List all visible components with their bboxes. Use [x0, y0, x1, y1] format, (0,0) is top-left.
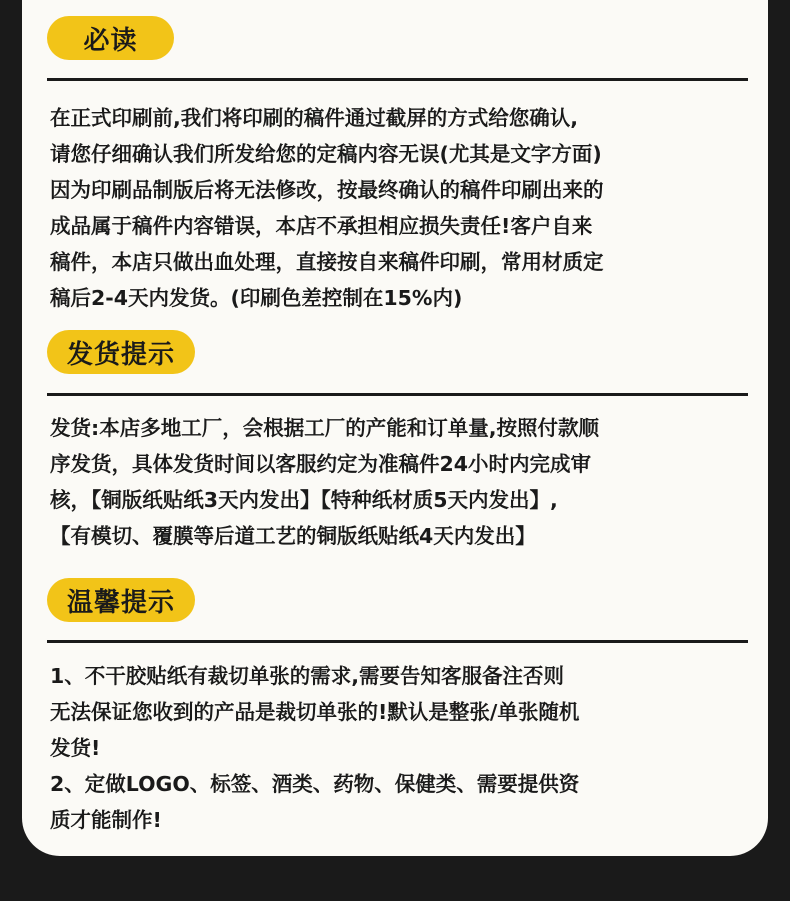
paragraph-line: 2、定做LOGO、标签、酒类、药物、保健类、需要提供资: [50, 772, 580, 796]
section-title-text: 温馨提示: [66, 587, 175, 618]
paragraph-line: 在正式印刷前,我们将印刷的稿件通过截屏的方式给您确认,: [50, 106, 579, 130]
paragraph-line: 发货:本店多地工厂，会根据工厂的产能和订单量,按照付款顺: [50, 416, 599, 440]
section-divider: [47, 78, 748, 81]
paragraph-line: 稿件，本店只做出血处理，直接按自来稿件印刷，常用材质定: [50, 250, 604, 274]
section-divider: [47, 640, 748, 643]
paragraph-line: 成品属于稿件内容错误，本店不承担相应损失责任!客户自来: [50, 214, 593, 238]
section-title-must-read: [47, 16, 174, 60]
section-title-text: 发货提示: [66, 339, 175, 370]
paragraph-line: 稿后2-4天内发货。(印刷色差控制在15%内): [50, 286, 463, 310]
section-divider: [47, 393, 748, 396]
paragraph-line: 请您仔细确认我们所发给您的定稿内容无误(尤其是文字方面): [50, 142, 602, 166]
paragraph-line: 核，【铜版纸贴纸3天内发出】【特种纸材质5天内发出】,: [50, 488, 558, 512]
shipping-notice-paragraph: [50, 410, 750, 554]
paragraph-line: 质才能制作!: [50, 808, 162, 832]
paragraph-line: 因为印刷品制版后将无法修改，按最终确认的稿件印刷出来的: [50, 178, 604, 202]
paragraph-line: 无法保证您收到的产品是裁切单张的!默认是整张/单张随机: [50, 700, 580, 724]
kind-reminder-paragraph: [50, 658, 750, 838]
paragraph-line: 发货!: [50, 736, 101, 760]
paragraph-line: 1、不干胶贴纸有裁切单张的需求,需要告知客服备注否则: [50, 664, 565, 688]
must-read-paragraph: [50, 100, 750, 316]
section-title-text: 必读: [83, 25, 138, 56]
paragraph-line: 【有模切、覆膜等后道工艺的铜版纸贴纸4天内发出】: [50, 524, 536, 548]
section-title-shipping-notice: [47, 330, 195, 374]
paragraph-line: 序发货，具体发货时间以客服约定为准稿件24小时内完成审: [50, 452, 592, 476]
section-title-kind-reminder: [47, 578, 195, 622]
